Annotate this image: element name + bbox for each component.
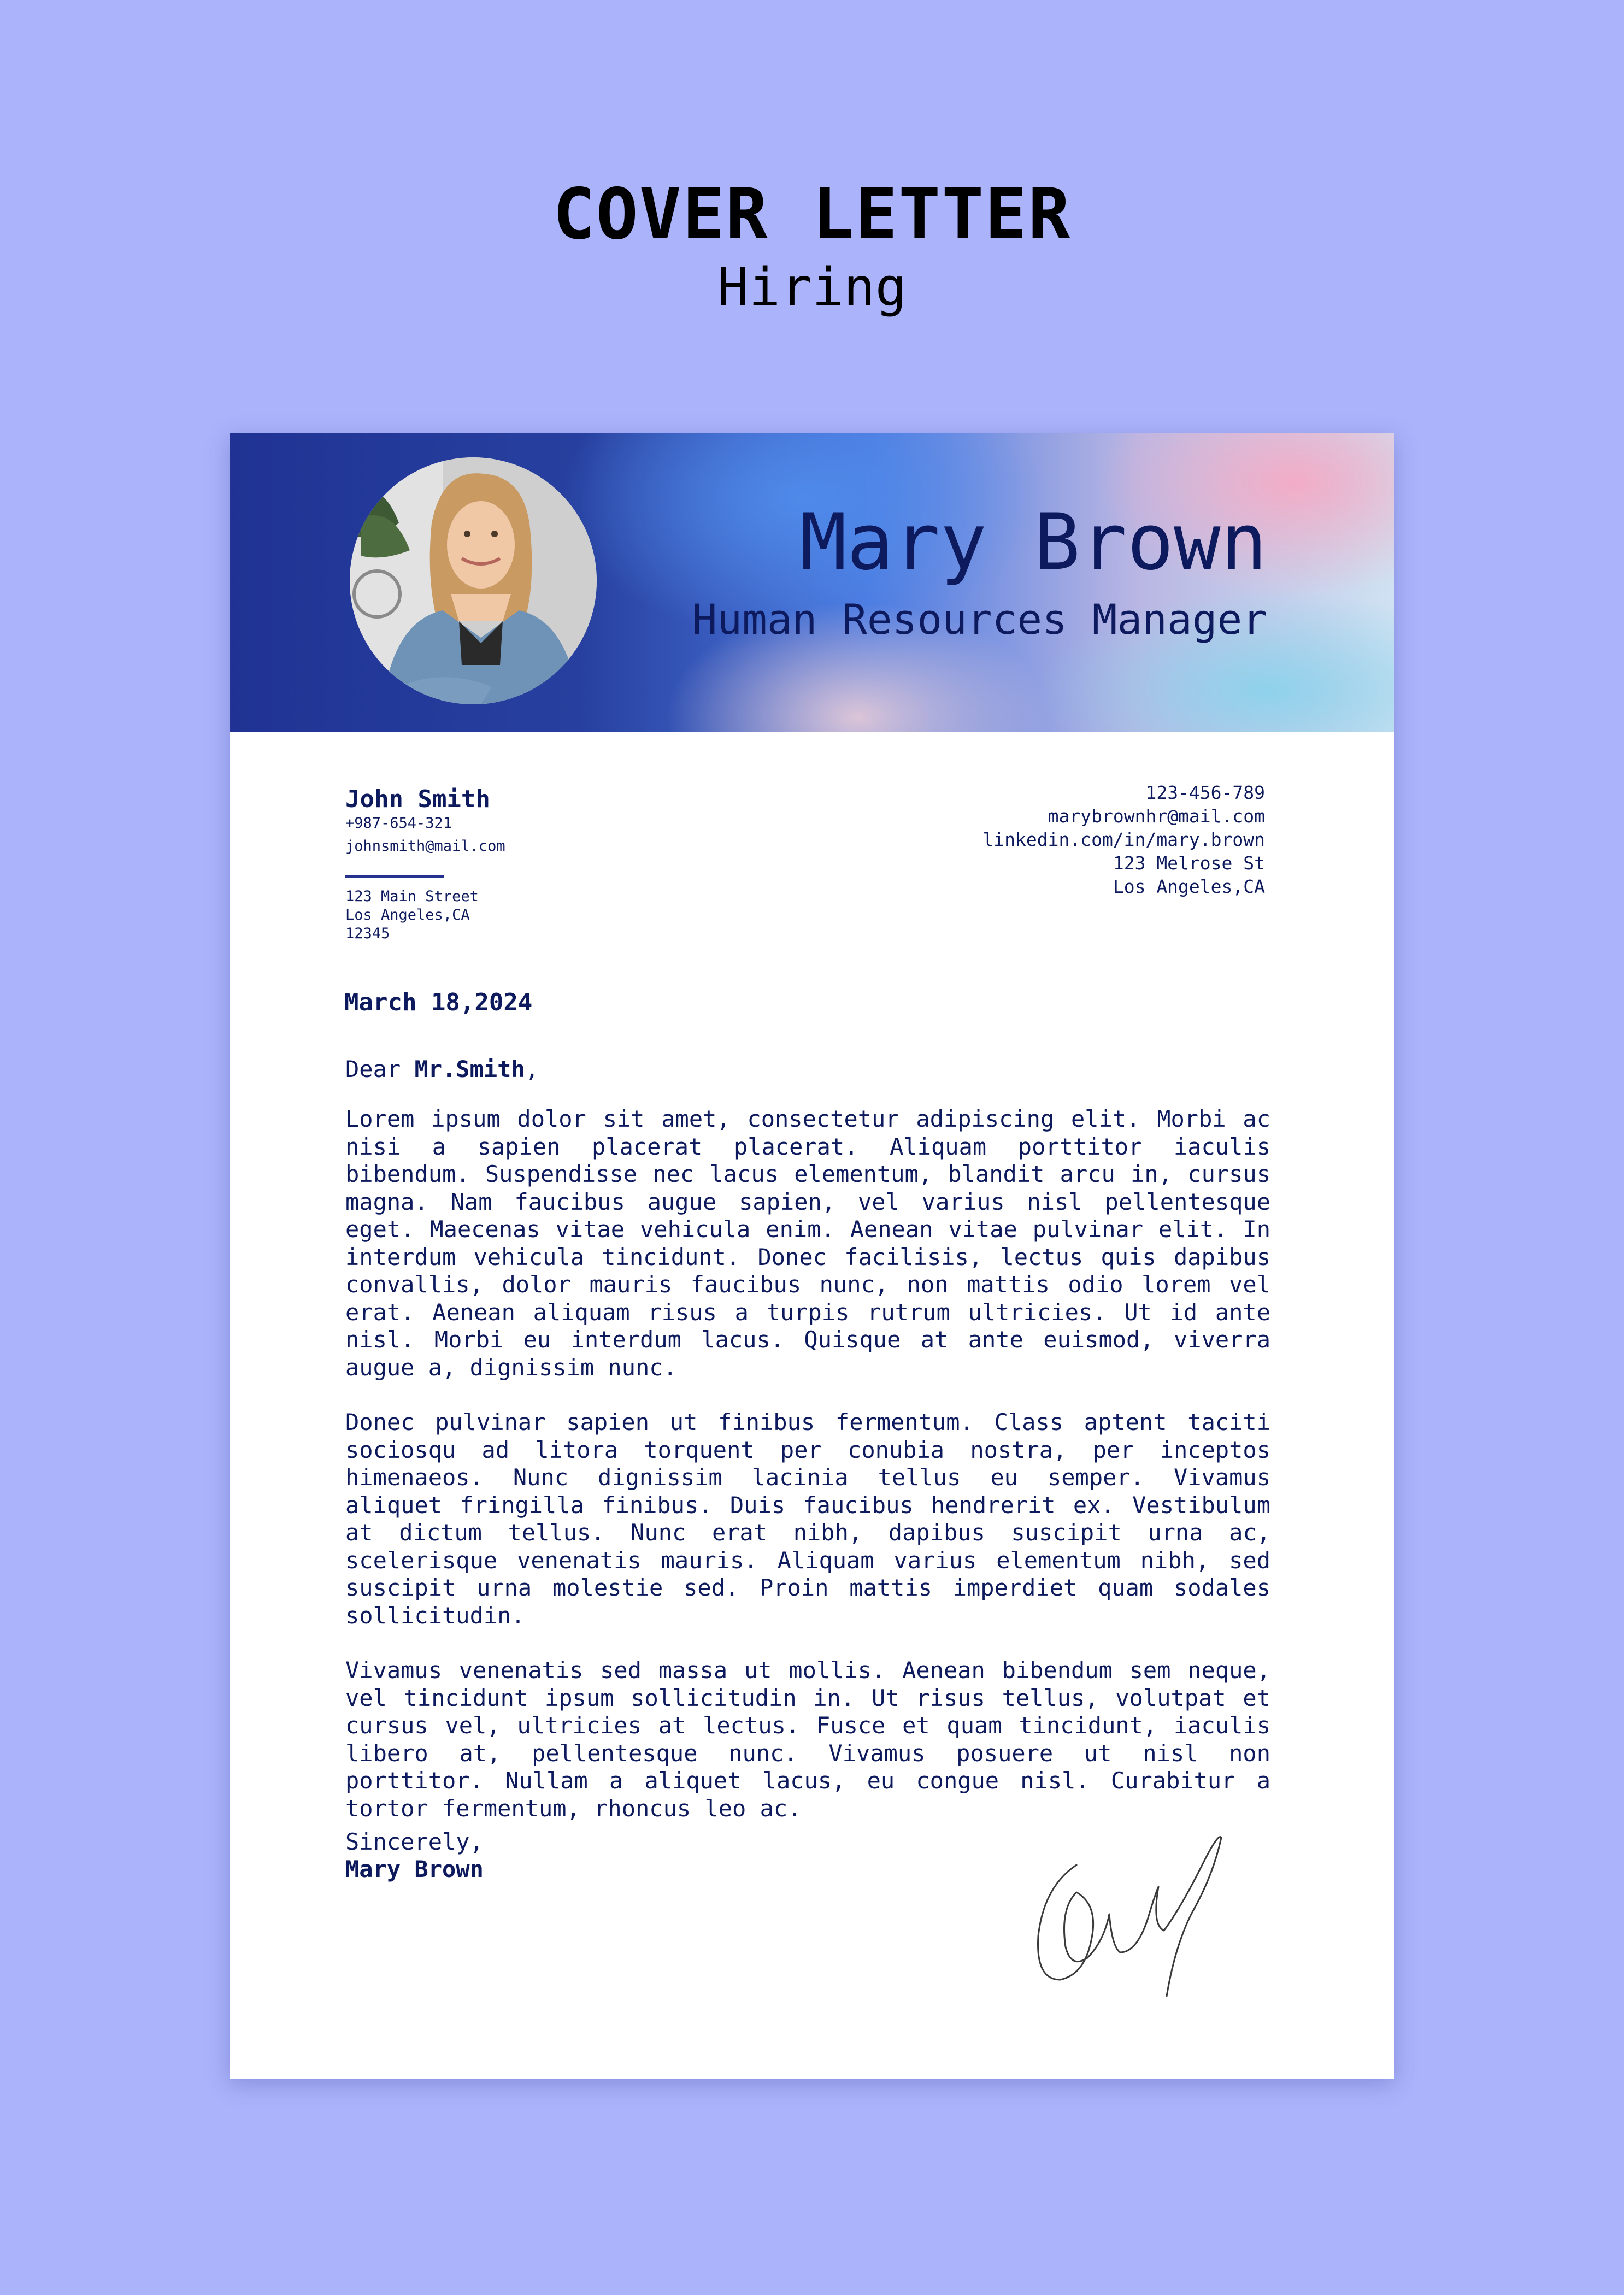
closing: Sincerely,: [345, 1828, 484, 1855]
applicant-name: Mary Brown: [800, 497, 1267, 587]
divider: [345, 875, 444, 878]
closing-block: [345, 1828, 484, 1883]
greeting-name: Mr.Smith: [414, 1056, 525, 1082]
header-banner: [230, 433, 1394, 732]
letter-date: March 18,2024: [344, 988, 533, 1016]
greeting: [345, 1053, 539, 1086]
contact-phone: 123-456-789: [1145, 782, 1265, 803]
profile-photo: [350, 457, 597, 704]
contact-street: 123 Melrose St: [1113, 852, 1265, 874]
body-paragraph: Lorem ipsum dolor sit amet, consectetur adipiscing elit. Morbi ac nisi a sapien placerat placerat. Aliquam porttitor iaculis bibendum. Suspendisse nec lacus elementum, blandit arcu in, cursus magna. Nam faucibus augue sapien, vel varius nisl pellentesque eget. Maecenas vitae vehicula enim. Aenean vitae pulvinar elit. In interdum vehicula tincidunt. Donec facilisis, lectus quis dapibus convallis, dolor mauris faucibus nunc, non mattis odio lorem vel erat. Aenean aliquam risus a turpis rutrum ultricies. Ut id ante nisl. Morbi eu interdum lacus. Quisque at ante euismod, viverra augue a, dignissim nunc.: [345, 1105, 1270, 1381]
applicant-role: Human Resources Manager: [692, 595, 1267, 644]
body-paragraph: Donec pulvinar sapien ut finibus fermentum. Class aptent taciti sociosqu ad litora torquent per conubia nostra, per inceptos himenaeos. Nunc dignissim lacinia tellus eu semper. Vivamus aliquet fringilla finibus. Duis faucibus hendrerit ex. Vestibulum at dictum tellus. Nunc erat nibh, dapibus suscipit urna ac, scelerisque venenatis mauris. Aliquam varius elementum nibh, sed suscipit urna molestie sed. Proin mattis imperdiet quam sodales sollicitudin.: [345, 1409, 1270, 1629]
sender-name: John Smith: [345, 785, 490, 813]
letter-body: [345, 1105, 1270, 1850]
page-subtitle: Hiring: [717, 257, 907, 318]
contact-linkedin: linkedin.com/in/mary.brown: [982, 829, 1265, 850]
contact-email: marybrownhr@mail.com: [1048, 805, 1265, 827]
sender-phone: +987-654-321: [345, 815, 452, 832]
sender-address-line: 123 Main Street: [345, 888, 479, 905]
sender-email: johnsmith@mail.com: [345, 838, 505, 855]
letter-sheet: [230, 433, 1394, 2079]
sender-address-line: 12345: [345, 925, 390, 942]
greeting-prefix: Dear: [345, 1056, 415, 1082]
body-paragraph: Vivamus venenatis sed massa ut mollis. Aenean bibendum sem neque, vel tincidunt ipsum sollicitudin in. Ut risus tellus, volutpat et cursus vel, ultricies at lectus. Fusce et quam tincidunt, iaculis libero at, pellentesque nunc. Vivamus posuere ut nisl non porttitor. Nullam a aliquet lacus, eu congue nisl. Curabitur a tortor fermentum, rhoncus leo ac.: [345, 1657, 1270, 1822]
signer-name: Mary Brown: [345, 1856, 484, 1882]
signature-image: [1011, 1821, 1251, 2018]
contact-block: [982, 781, 1265, 898]
contact-city: Los Angeles,CA: [1113, 876, 1265, 897]
greeting-suffix: ,: [525, 1056, 539, 1082]
sender-address-line: Los Angeles,CA: [345, 907, 470, 923]
page-title: COVER LETTER: [552, 174, 1072, 255]
